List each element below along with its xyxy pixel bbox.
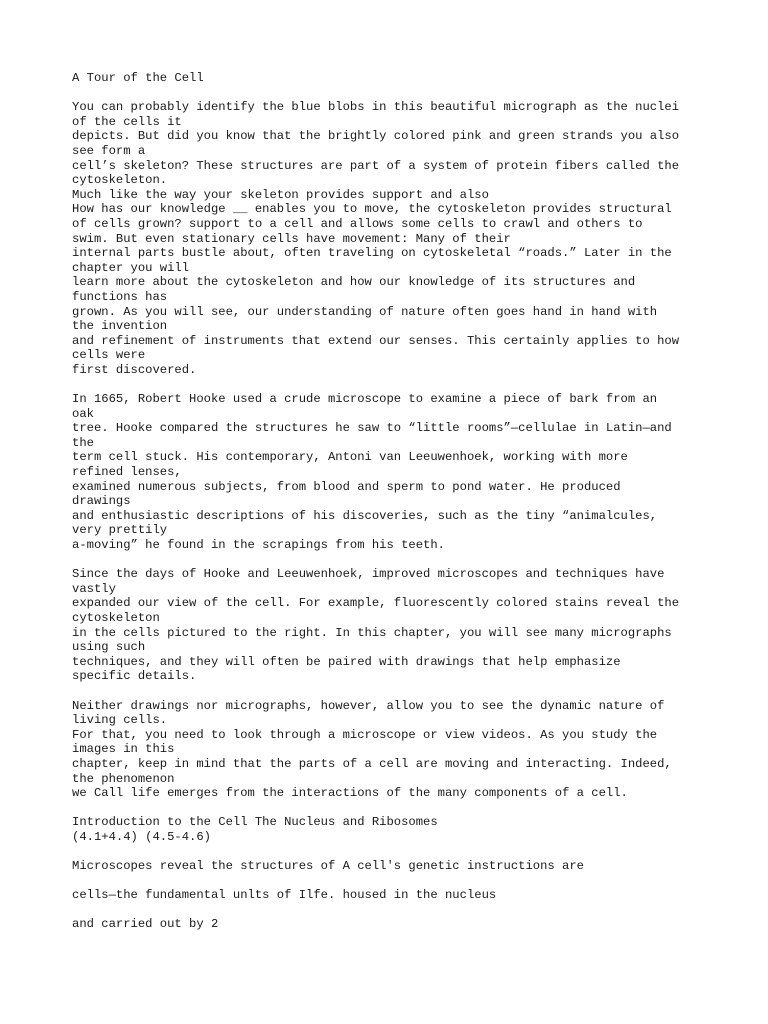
paragraph-spacer (72, 684, 732, 699)
text-line: swim. But even stationary cells have movement: Many of their (72, 231, 511, 246)
text-line: cytoskeleton. (72, 173, 168, 188)
document-title: A Tour of the Cell (72, 71, 204, 85)
paragraph-spacer (72, 377, 732, 392)
text-line: of cells grown? support to a cell and allows some cells to crawl and others to (72, 216, 643, 231)
text-line: images in this (72, 742, 175, 757)
paragraph (72, 392, 732, 553)
text-line: chapter, keep in mind that the parts of a cell are moving and interacting. Indeed, (72, 756, 672, 771)
text-line: living cells. (72, 713, 168, 728)
text-line: cytoskeleton (72, 610, 160, 625)
paragraph (72, 699, 732, 801)
text-line: cells were (72, 348, 146, 363)
paragraph-spacer (72, 801, 732, 816)
text-line: oak (72, 406, 94, 421)
text-line: Much like the way your skeleton provides support and also (72, 187, 489, 202)
text-line: How has our knowledge __ enables you to move, the cytoskeleton provides structural (72, 202, 672, 217)
text-line: see form a (72, 143, 146, 158)
paragraph (72, 567, 732, 684)
text-line: tree. Hooke compared the structures he saw to “little rooms”—cellulae in Latin—and (72, 421, 672, 436)
paragraph (72, 815, 732, 844)
text-line: the (72, 435, 94, 450)
text-line: internal parts bustle about, often traveling on cytoskeletal “roads.” Later in the (72, 246, 672, 261)
text-line: the phenomenon (72, 771, 175, 786)
paragraph (72, 917, 732, 932)
paragraph-spacer (72, 844, 732, 859)
text-line: and carried out by 2 (72, 917, 219, 932)
text-line: techniques, and they will often be paired with drawings that help emphasize (72, 654, 621, 669)
text-line: the invention (72, 319, 168, 334)
text-line: cells—the fundamental unlts of Ilfe. housed in the nucleus (72, 888, 497, 903)
text-line: vastly (72, 581, 116, 596)
text-line: refined lenses, (72, 465, 182, 480)
text-line: Since the days of Hooke and Leeuwenhoek, improved microscopes and techniques have (72, 567, 665, 582)
text-line: drawings (72, 494, 131, 509)
document-body (72, 100, 732, 932)
text-line: a-moving” he found in the scrapings from his teeth. (72, 538, 445, 552)
text-line: You can probably identify the blue blobs in this beautiful micrograph as the nuclei (72, 100, 680, 115)
paragraph-spacer (72, 903, 732, 918)
text-line: in the cells pictured to the right. In this chapter, you will see many micrographs (72, 625, 672, 640)
text-line: chapter you will (72, 260, 190, 275)
text-line: cell’s skeleton? These structures are part of a system of protein fibers called the (72, 158, 680, 173)
text-line: learn more about the cytoskeleton and how our knowledge of its structures and (72, 275, 636, 290)
paragraph (72, 859, 732, 874)
paragraph (72, 100, 732, 377)
text-line: depicts. But did you know that the brightly colored pink and green strands you also (72, 129, 680, 144)
text-line: of the cells it (72, 114, 182, 129)
paragraph-spacer (72, 874, 732, 889)
text-line: and refinement of instruments that extend our senses. This certainly applies to how (72, 333, 680, 348)
text-line: In 1665, Robert Hooke used a crude microscope to examine a piece of bark from an (72, 392, 658, 407)
text-line: Microscopes reveal the structures of A cell's genetic instructions are (72, 859, 584, 874)
text-line: very prettily (72, 523, 168, 538)
document-page (72, 71, 732, 932)
text-line: term cell stuck. His contemporary, Antoni van Leeuwenhoek, working with more (72, 450, 628, 465)
text-line: Neither drawings nor micrographs, however, allow you to see the dynamic nature of (72, 698, 665, 713)
text-line: using such (72, 640, 146, 655)
paragraph (72, 888, 732, 903)
text-line: and enthusiastic descriptions of his discoveries, such as the tiny “animalcules, (72, 508, 658, 523)
text-line: first discovered. (72, 362, 197, 377)
text-line: (4.1+4.4) (4.5-4.6) (72, 829, 211, 844)
text-line: For that, you need to look through a microscope or view videos. As you study the (72, 727, 658, 742)
text-line: functions has (72, 289, 168, 304)
text-line: examined numerous subjects, from blood and sperm to pond water. He produced (72, 479, 621, 494)
text-line: Introduction to the Cell The Nucleus and Ribosomes (72, 815, 438, 830)
text-line: we Call life emerges from the interactions of the many components of a cell. (72, 786, 628, 801)
text-line: grown. As you will see, our understanding of nature often goes hand in hand with (72, 304, 658, 319)
paragraph-spacer (72, 86, 732, 101)
text-line: expanded our view of the cell. For example, fluorescently colored stains reveal the (72, 596, 680, 611)
text-line: specific details. (72, 669, 197, 684)
paragraph-spacer (72, 553, 732, 568)
